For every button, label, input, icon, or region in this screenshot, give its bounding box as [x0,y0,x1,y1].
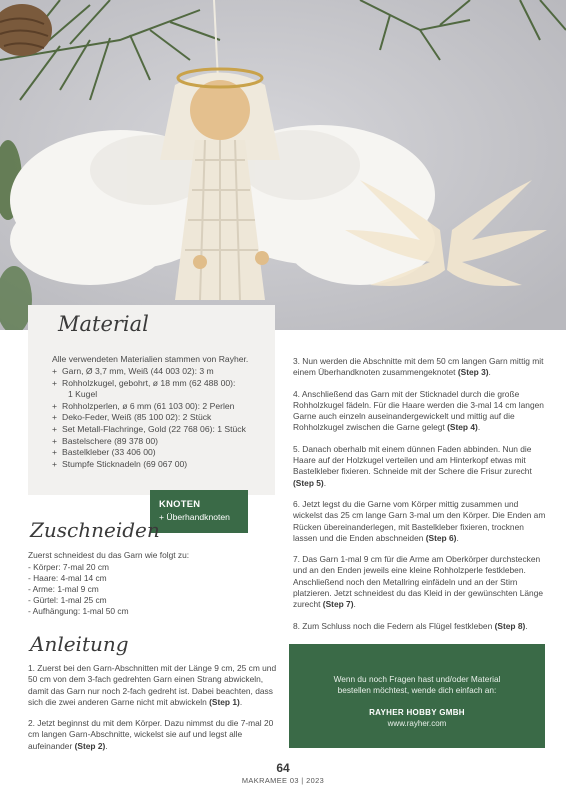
list-item: + Rohholzkugel, gebohrt, ø 18 mm (62 488 00): [52,377,236,388]
angel-photo-illustration [0,0,566,330]
list-item: - Gürtel: 1-mal 25 cm [28,595,107,606]
list-item: + Deko-Feder, Weiß (85 100 02): 2 Stück [52,412,212,423]
steps-left-column [28,663,280,762]
list-item: - Aufhängung: 1-mal 50 cm [28,606,129,617]
list-item: 1 Kugel [68,389,98,400]
page-number: 64 [276,761,290,775]
material-heading: Material [58,312,149,336]
anleitung-heading: Anleitung [30,632,129,656]
knoten-title: KNOTEN [159,498,201,509]
step-paragraph: 6. Jetzt legst du die Garne vom Körper mittig zusammen und wickelst das 25 cm lange Garn 3-mal um den Körper. Die Enden am Rücken übereinanderlegen, mit Bastelkleber fixieren, trocknen lassen und die Enden abschneiden (Step 6). [293,498,546,543]
list-item: - Körper: 7-mal 20 cm [28,562,109,572]
zuschneiden-list [28,562,129,617]
list-item: + Stumpfe Sticknadeln (69 067 00) [52,458,188,469]
step-paragraph: 3. Nun werden die Abschnitte mit dem 50 cm langen Garn mittig mit einem Überhandknoten zusammengeknotet (Step 3). [293,356,544,378]
list-item: + Garn, Ø 3,7 mm, Weiß (44 003 02): 3 m [52,366,214,376]
knoten-box [150,490,248,533]
list-item: - Haare: 4-mal 14 cm [28,573,107,584]
contact-line-1: Wenn du noch Fragen hast und/oder Material [333,674,501,684]
zuschneiden-intro: Zuerst schneidest du das Garn wie folgt zu: [28,550,190,560]
list-item: + Bastelschere (89 378 00) [52,435,159,446]
step-paragraph: 8. Zum Schluss noch die Federn als Flügel festkleben (Step 8). [293,620,528,631]
contact-url[interactable]: www.rayher.com [387,719,447,728]
step-paragraph: 7. Das Garn 1-mal 9 cm für die Arme am Oberkörper durchstecken und an den Enden jeweils eine kleine Rohholzperle festkleben. Anschließend noch den Metallring einfädeln und an der Stirn platzieren. Jetzt schneidest du das Kleid in der gewünschten Länge zurecht (Step 7). [293,554,544,610]
contact-line-2: bestellen möchtest, wende dich einfach an: [337,685,497,695]
angel-photo [0,0,566,330]
step-paragraph: 4. Anschließend das Garn mit der Sticknadel durch die große Rohholzkugel fädeln. Für die Haare werden die 3-mal 14 cm langen Garne auch einzeln auseinandergewickelt und mittig auf die Rohholzkugel zwischen die Garne gelegt (Step 4). [293,388,544,433]
list-item: + Set Metall-Flachringe, Gold (22 768 06): 1 Stück [52,423,246,434]
step-paragraph: 1. Zuerst bei den Garn-Abschnitten mit der Länge 9 cm, 25 cm und 50 cm von dem 3-fach gedrehten Garn einen Strang abwickeln, damit das Garn nur noch 2-fach gedreht ist. Dabei beachten, dass sich die zwei anderen Garne nicht mit abwickeln (Step 1). [28,663,277,707]
list-item: + Rohholzperlen, ø 6 mm (61 103 00): 2 Perlen [52,400,235,411]
zuschneiden-heading: Zuschneiden [30,518,160,542]
step-paragraph: 5. Danach oberhalb mit einem dünnen Faden abbinden. Nun die Haare auf der Holzkugel verteilen und am Hinterkopf etwas mit Bastelkleber fixieren. Schneide mit der Schere die Frisur zurecht (Step 5). [293,443,532,488]
knoten-item: + Überhandknoten [159,512,230,522]
step-paragraph: 2. Jetzt beginnst du mit dem Körper. Dazu nimmst du die 7-mal 20 cm langen Garn-Abschnitte, wickelst sie auf und legst alle aufeinander (Step 2). [28,718,274,751]
material-list [52,366,246,470]
list-item: - Arme: 1-mal 9 cm [28,584,99,595]
list-item: + Bastelkleber (33 406 00) [52,447,156,458]
contact-company: RAYHER HOBBY GMBH [369,708,465,717]
contact-box [289,644,545,748]
steps-right-column [293,356,546,642]
material-intro: Alle verwendeten Materialien stammen von Rayher. [52,354,249,364]
publication-info: MAKRAMEE 03 | 2023 [241,776,325,785]
